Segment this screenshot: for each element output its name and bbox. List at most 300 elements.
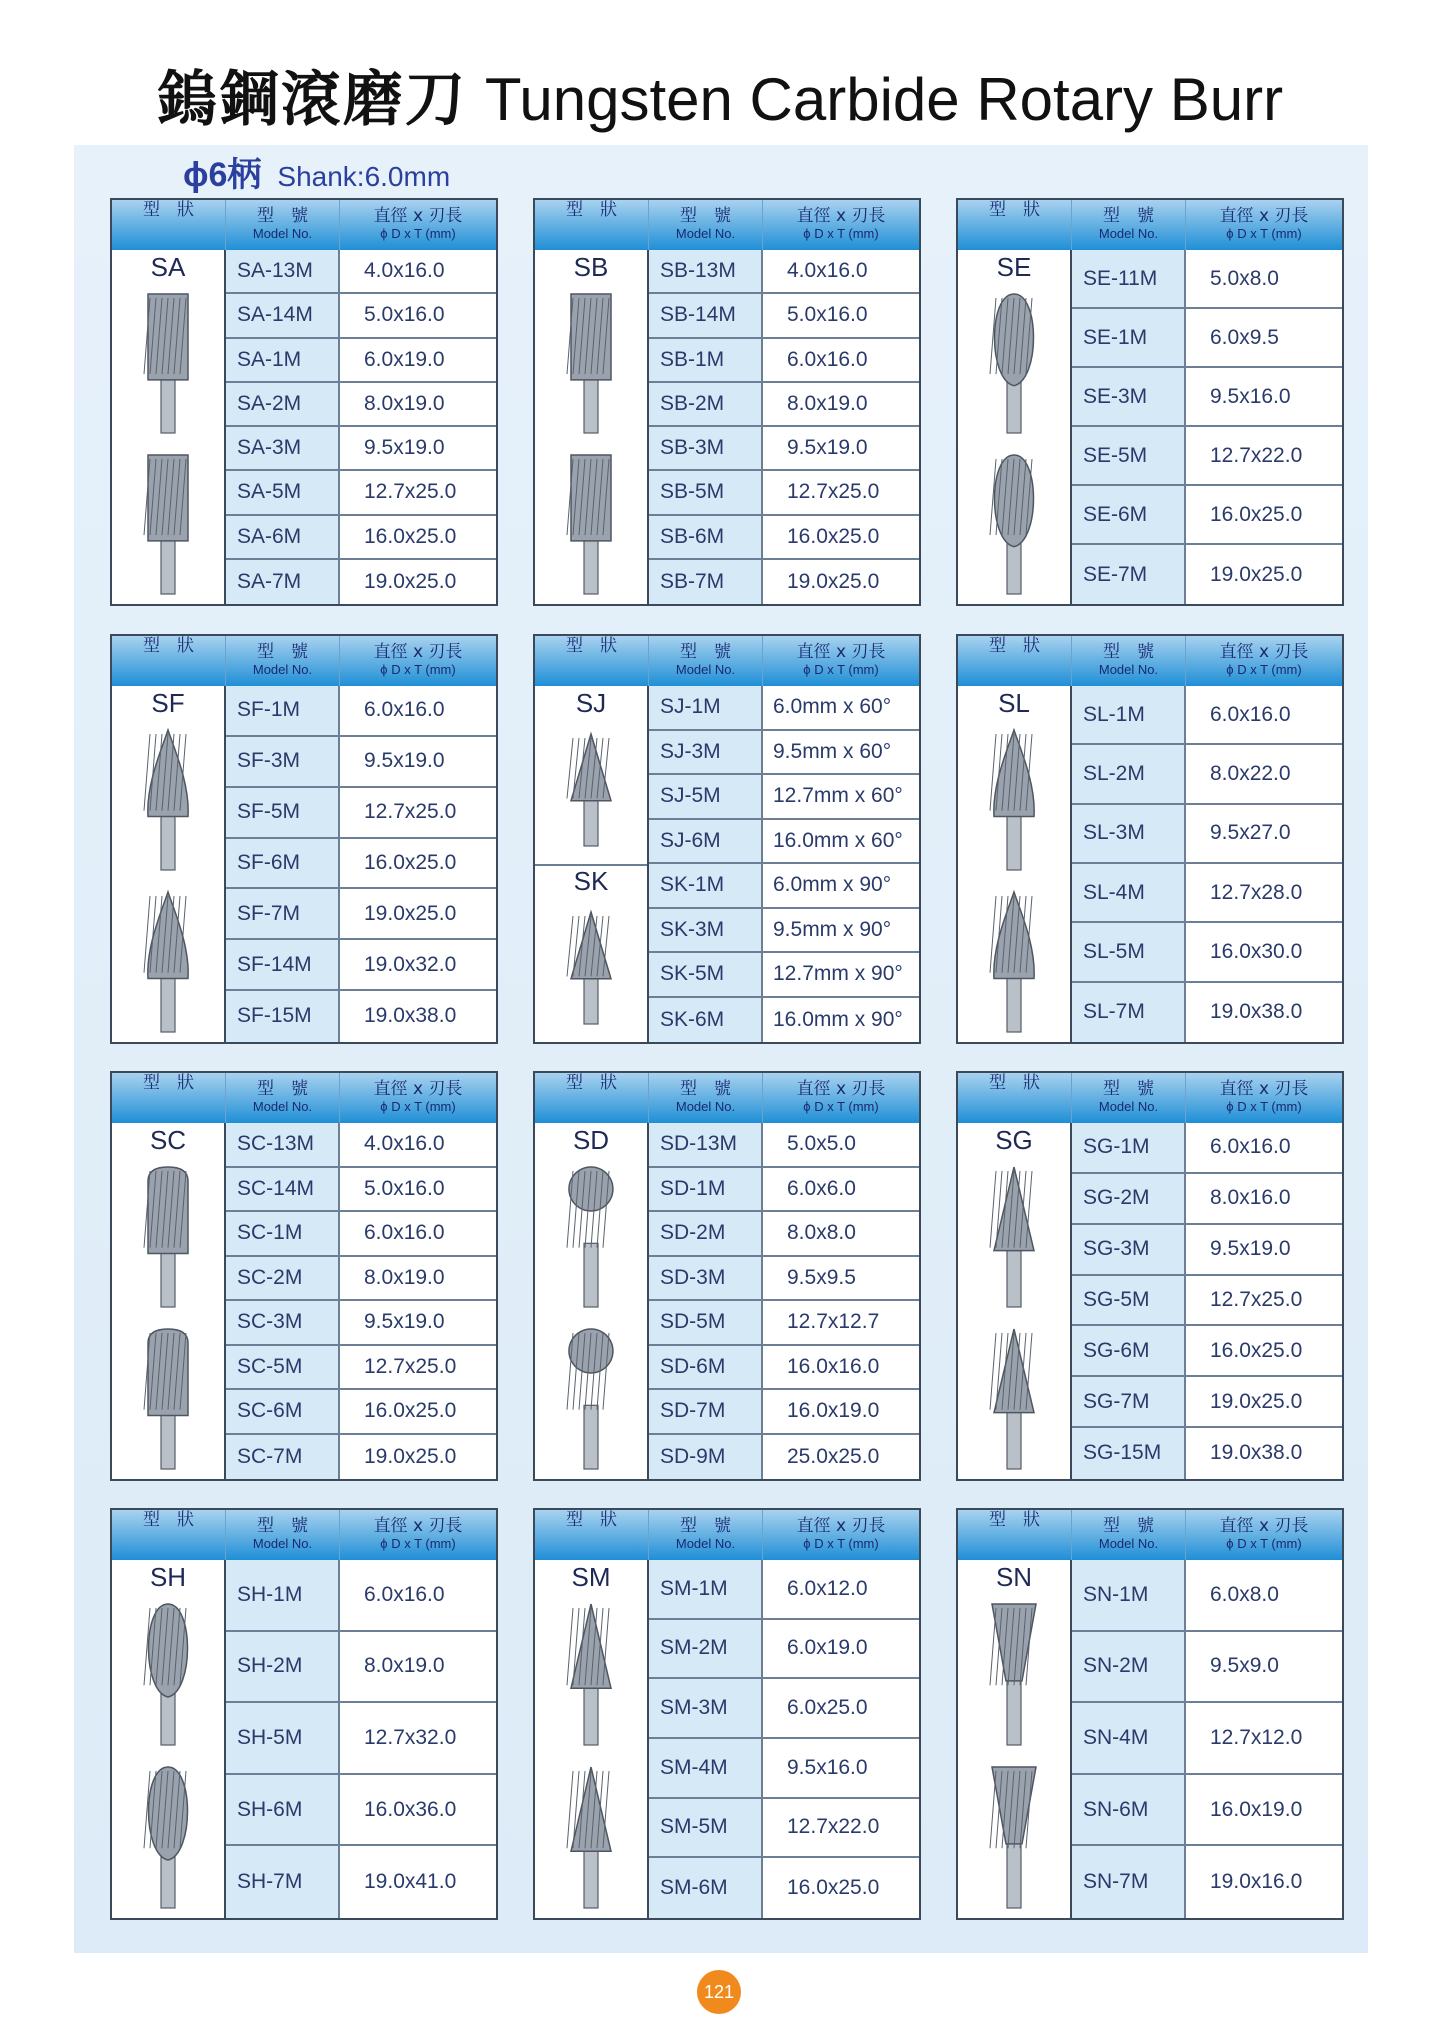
table-row xyxy=(649,1301,919,1346)
dimension-value: 5.0x16.0 xyxy=(364,1176,445,1200)
dimension-value: 16.0mm x 60° xyxy=(773,828,903,852)
burr-table-sm xyxy=(533,1508,921,1920)
model-number: SM-6M xyxy=(649,1858,763,1918)
model-number: SB-2M xyxy=(649,383,763,425)
header-dimension: 直徑 x 刃長 ϕ D x T (mm) xyxy=(796,642,886,677)
shape-cell xyxy=(958,1560,1072,1918)
dimension-value: 6.0x16.0 xyxy=(1210,702,1291,726)
header-shape: 型 狀 xyxy=(535,636,649,686)
table-rows xyxy=(1072,1560,1342,1918)
table-row xyxy=(226,294,496,338)
model-number: SA-14M xyxy=(226,294,340,336)
header-model: 型 號 Model No. xyxy=(226,1073,340,1123)
table-row xyxy=(649,1346,919,1391)
burr-image-small xyxy=(958,1163,1070,1309)
table-row xyxy=(226,737,496,788)
dimension-value: 9.5x9.5 xyxy=(787,1265,856,1289)
dimension-value: 16.0x30.0 xyxy=(1210,939,1303,963)
burr-image-small xyxy=(535,1600,647,1747)
table-row xyxy=(1072,686,1342,745)
table-row xyxy=(649,1212,919,1257)
dimension-value: 12.7x25.0 xyxy=(364,480,457,504)
table-row xyxy=(1072,805,1342,864)
model-number: SG-3M xyxy=(1072,1225,1186,1274)
model-number: SG-6M xyxy=(1072,1326,1186,1375)
header-shape: 型 狀 xyxy=(112,1510,226,1560)
table-row xyxy=(226,1435,496,1480)
shape-cell xyxy=(112,1123,226,1479)
table-row xyxy=(649,250,919,294)
dimension-value: 6.0mm x 90° xyxy=(773,873,892,897)
model-number: SE-5M xyxy=(1072,427,1186,484)
dimension-value: 9.5x9.0 xyxy=(1210,1654,1279,1678)
table-row xyxy=(649,1620,919,1680)
header-shape: 型 狀 xyxy=(958,636,1072,686)
header-dimension: 直徑 x 刃長 ϕ D x T (mm) xyxy=(796,206,886,241)
burr-table-sj xyxy=(533,634,921,1044)
shape-cell xyxy=(535,250,649,604)
dimension-value: 19.0x25.0 xyxy=(1210,1389,1303,1413)
header-model: 型 號 Model No. xyxy=(226,1510,340,1560)
model-number: SL-7M xyxy=(1072,983,1186,1042)
model-number: SC-7M xyxy=(226,1435,340,1480)
model-number: SE-1M xyxy=(1072,309,1186,366)
shape-code: SN xyxy=(995,1562,1033,1592)
dimension-value: 6.0x16.0 xyxy=(364,698,445,722)
burr-table-sf xyxy=(110,634,498,1044)
model-number: SJ-3M xyxy=(649,731,763,774)
table-row xyxy=(226,991,496,1042)
model-number: SA-5M xyxy=(226,471,340,513)
table-row xyxy=(649,471,919,515)
shape-code: SJ xyxy=(575,688,607,718)
model-number: SH-6M xyxy=(226,1775,340,1845)
dimension-value: 25.0x25.0 xyxy=(787,1444,880,1468)
burr-table-sb xyxy=(533,198,921,606)
table-row xyxy=(1072,745,1342,804)
model-number: SA-3M xyxy=(226,427,340,469)
table-rows xyxy=(226,250,496,604)
title-chinese: 鎢鋼滾磨刀 xyxy=(156,65,467,135)
shape-code: SG xyxy=(995,1125,1033,1155)
dimension-value: 9.5x19.0 xyxy=(364,1310,445,1334)
model-number: SJ-1M xyxy=(649,686,763,729)
model-number: SK-6M xyxy=(649,998,763,1043)
model-number: SC-14M xyxy=(226,1168,340,1211)
dimension-value: 12.7x22.0 xyxy=(1210,443,1303,467)
burr-image-large xyxy=(112,451,224,596)
table-row xyxy=(226,940,496,991)
table-row xyxy=(1072,1276,1342,1327)
shank-heading xyxy=(183,150,450,200)
burr-image-small xyxy=(958,1600,1070,1747)
burr-image-small xyxy=(112,1163,224,1309)
model-number: SH-2M xyxy=(226,1632,340,1702)
model-number: SF-14M xyxy=(226,940,340,989)
table-row xyxy=(649,1390,919,1435)
table-header xyxy=(535,1073,919,1123)
model-number: SD-9M xyxy=(649,1435,763,1480)
model-number: SD-2M xyxy=(649,1212,763,1255)
model-number: SG-7M xyxy=(1072,1377,1186,1426)
table-row xyxy=(649,1858,919,1918)
dimension-value: 8.0x19.0 xyxy=(364,1265,445,1289)
header-dimension: 直徑 x 刃長 ϕ D x T (mm) xyxy=(373,206,463,241)
header-model: 型 號 Model No. xyxy=(226,200,340,250)
dimension-value: 6.0x19.0 xyxy=(364,347,445,371)
model-number: SH-1M xyxy=(226,1560,340,1630)
model-number: SH-7M xyxy=(226,1846,340,1918)
model-number: SF-7M xyxy=(226,889,340,938)
header-shape: 型 狀 xyxy=(958,1073,1072,1123)
shape-code: SE xyxy=(996,252,1032,282)
table-row xyxy=(649,864,919,909)
burr-image-large xyxy=(958,1325,1070,1471)
model-number: SF-5M xyxy=(226,788,340,837)
dimension-value: 12.7x22.0 xyxy=(787,1815,880,1839)
table-row xyxy=(226,1775,496,1847)
burr-image-large xyxy=(535,451,647,596)
shape-cell xyxy=(112,1560,226,1918)
table-row xyxy=(1072,1123,1342,1174)
dimension-value: 12.7x25.0 xyxy=(364,1354,457,1378)
dimension-value: 16.0x36.0 xyxy=(364,1797,457,1821)
shape-cell xyxy=(112,250,226,604)
table-rows xyxy=(226,686,496,1042)
shank-size-label: Shank:6.0mm xyxy=(277,161,451,192)
header-dimension: 直徑 x 刃長 ϕ D x T (mm) xyxy=(1219,1516,1309,1551)
model-number: SD-7M xyxy=(649,1390,763,1433)
burr-image-small xyxy=(112,726,224,872)
model-number: SG-1M xyxy=(1072,1123,1186,1172)
dimension-value: 12.7x25.0 xyxy=(787,480,880,504)
shape-cell xyxy=(958,250,1072,604)
page-title xyxy=(0,62,1440,138)
table-header xyxy=(958,1510,1342,1560)
shape-cell xyxy=(535,1560,649,1918)
table-row xyxy=(649,1257,919,1302)
model-number: SL-1M xyxy=(1072,686,1186,743)
dimension-value: 9.5mm x 90° xyxy=(773,917,892,941)
shape-code: SF xyxy=(151,688,185,718)
header-shape: 型 狀 xyxy=(535,1073,649,1123)
dimension-value: 8.0x19.0 xyxy=(364,1654,445,1678)
dimension-value: 19.0x25.0 xyxy=(1210,562,1303,586)
table-header xyxy=(535,1510,919,1560)
dimension-value: 19.0x25.0 xyxy=(364,1444,457,1468)
model-number: SC-1M xyxy=(226,1212,340,1255)
model-number: SB-6M xyxy=(649,516,763,558)
table-row xyxy=(226,1390,496,1435)
dimension-value: 12.7mm x 90° xyxy=(773,962,903,986)
burr-table-sg xyxy=(956,1071,1344,1481)
dimension-value: 9.5x16.0 xyxy=(787,1755,868,1779)
burr-table-sh xyxy=(110,1508,498,1920)
model-number: SA-1M xyxy=(226,339,340,381)
dimension-value: 5.0x16.0 xyxy=(787,303,868,327)
shape-code: SH xyxy=(149,1562,187,1592)
table-row xyxy=(649,1679,919,1739)
header-shape: 型 狀 xyxy=(958,1510,1072,1560)
dimension-value: 16.0x25.0 xyxy=(787,524,880,548)
model-number: SL-3M xyxy=(1072,805,1186,862)
table-row xyxy=(649,383,919,427)
table-row xyxy=(1072,1775,1342,1847)
model-number: SG-2M xyxy=(1072,1174,1186,1223)
burr-image-small xyxy=(535,1163,647,1309)
dimension-value: 9.5x19.0 xyxy=(1210,1237,1291,1261)
table-header xyxy=(958,200,1342,250)
table-rows xyxy=(649,1560,919,1918)
table-rows xyxy=(1072,250,1342,604)
dimension-value: 6.0x16.0 xyxy=(787,347,868,371)
burr-image-large xyxy=(112,888,224,1034)
table-header xyxy=(112,636,496,686)
title-english: Tungsten Carbide Rotary Burr xyxy=(484,66,1284,133)
table-row xyxy=(1072,923,1342,982)
model-number: SD-5M xyxy=(649,1301,763,1344)
table-row xyxy=(226,1212,496,1257)
dimension-value: 19.0x16.0 xyxy=(1210,1870,1303,1894)
table-row xyxy=(1072,427,1342,486)
table-row xyxy=(226,1560,496,1632)
table-row xyxy=(226,788,496,839)
shape-cell xyxy=(535,686,649,1042)
dimension-value: 5.0x16.0 xyxy=(364,303,445,327)
burr-image-large xyxy=(535,1763,647,1910)
header-model: 型 號 Model No. xyxy=(649,636,763,686)
shape-code: SC xyxy=(149,1125,187,1155)
shape-code-secondary: SK xyxy=(573,866,609,896)
page-number-badge: 121 xyxy=(697,1970,741,2014)
table-header xyxy=(112,200,496,250)
model-number: SB-7M xyxy=(649,560,763,604)
table-row xyxy=(649,1560,919,1620)
dimension-value: 12.7x12.0 xyxy=(1210,1725,1303,1749)
table-row xyxy=(226,427,496,471)
model-number: SA-7M xyxy=(226,560,340,604)
header-model: 型 號 Model No. xyxy=(1072,1073,1186,1123)
dimension-value: 9.5x27.0 xyxy=(1210,821,1291,845)
header-dimension: 直徑 x 刃長 ϕ D x T (mm) xyxy=(1219,206,1309,241)
header-dimension: 直徑 x 刃長 ϕ D x T (mm) xyxy=(796,1079,886,1114)
model-number: SJ-5M xyxy=(649,775,763,818)
shape-code: SA xyxy=(150,252,186,282)
header-dimension: 直徑 x 刃長 ϕ D x T (mm) xyxy=(373,642,463,677)
model-number: SC-2M xyxy=(226,1257,340,1300)
dimension-value: 16.0x16.0 xyxy=(787,1354,880,1378)
table-row xyxy=(226,516,496,560)
model-number: SJ-6M xyxy=(649,820,763,863)
burr-image-large xyxy=(112,1325,224,1471)
dimension-value: 19.0x38.0 xyxy=(1210,1000,1303,1024)
dimension-value: 6.0x16.0 xyxy=(364,1221,445,1245)
table-row xyxy=(1072,486,1342,545)
model-number: SD-3M xyxy=(649,1257,763,1300)
model-number: SF-6M xyxy=(226,839,340,888)
table-row xyxy=(1072,1377,1342,1428)
shape-cell xyxy=(535,1123,649,1479)
table-row xyxy=(226,1301,496,1346)
shape-cell xyxy=(958,686,1072,1042)
header-shape: 型 狀 xyxy=(535,200,649,250)
model-number: SE-11M xyxy=(1072,250,1186,307)
table-row xyxy=(226,1257,496,1302)
dimension-value: 19.0x38.0 xyxy=(1210,1441,1303,1465)
table-row xyxy=(226,1703,496,1775)
model-number: SD-1M xyxy=(649,1168,763,1211)
header-model: 型 號 Model No. xyxy=(1072,1510,1186,1560)
table-row xyxy=(226,383,496,427)
burr-image-small xyxy=(112,290,224,435)
dimension-value: 9.5x19.0 xyxy=(787,436,868,460)
dimension-value: 9.5x19.0 xyxy=(364,749,445,773)
table-row xyxy=(226,1846,496,1918)
burr-table-sc xyxy=(110,1071,498,1481)
table-row xyxy=(1072,1703,1342,1775)
table-row xyxy=(649,1168,919,1213)
dimension-value: 4.0x16.0 xyxy=(787,259,868,283)
burr-table-sn xyxy=(956,1508,1344,1920)
table-row xyxy=(226,839,496,890)
dimension-value: 19.0x32.0 xyxy=(364,952,457,976)
dimension-value: 12.7mm x 60° xyxy=(773,784,903,808)
dimension-value: 5.0x8.0 xyxy=(1210,266,1279,290)
model-number: SD-6M xyxy=(649,1346,763,1389)
burr-table-sa xyxy=(110,198,498,606)
model-number: SF-1M xyxy=(226,686,340,735)
table-header xyxy=(958,1073,1342,1123)
table-row xyxy=(1072,309,1342,368)
table-row xyxy=(1072,864,1342,923)
model-number: SC-5M xyxy=(226,1346,340,1389)
table-row xyxy=(226,560,496,604)
model-number: SG-15M xyxy=(1072,1428,1186,1479)
burr-image-small xyxy=(112,1600,224,1747)
dimension-value: 19.0x25.0 xyxy=(787,569,880,593)
dimension-value: 8.0x19.0 xyxy=(364,391,445,415)
dimension-value: 19.0x25.0 xyxy=(364,901,457,925)
table-row xyxy=(1072,983,1342,1042)
table-row xyxy=(649,339,919,383)
table-row xyxy=(226,686,496,737)
burr-table-se xyxy=(956,198,1344,606)
table-row xyxy=(649,953,919,998)
table-row xyxy=(649,998,919,1043)
header-shape: 型 狀 xyxy=(958,200,1072,250)
dimension-value: 16.0x25.0 xyxy=(1210,502,1303,526)
dimension-value: 16.0x19.0 xyxy=(787,1399,880,1423)
table-header xyxy=(958,636,1342,686)
header-dimension: 直徑 x 刃長 ϕ D x T (mm) xyxy=(1219,1079,1309,1114)
table-row xyxy=(649,909,919,954)
dimension-value: 19.0x41.0 xyxy=(364,1870,457,1894)
table-row xyxy=(649,1799,919,1859)
model-number: SB-3M xyxy=(649,427,763,469)
table-rows xyxy=(1072,686,1342,1042)
dimension-value: 6.0x16.0 xyxy=(364,1582,445,1606)
table-row xyxy=(1072,1225,1342,1276)
table-rows xyxy=(226,1560,496,1918)
table-header xyxy=(535,636,919,686)
table-row xyxy=(649,686,919,731)
burr-image-small xyxy=(535,290,647,435)
model-number: SK-5M xyxy=(649,953,763,996)
model-number: SA-6M xyxy=(226,516,340,558)
header-shape: 型 狀 xyxy=(535,1510,649,1560)
model-number: SK-1M xyxy=(649,864,763,907)
header-shape: 型 狀 xyxy=(112,200,226,250)
dimension-value: 9.5mm x 60° xyxy=(773,739,892,763)
header-dimension: 直徑 x 刃長 ϕ D x T (mm) xyxy=(373,1516,463,1551)
dimension-value: 6.0x12.0 xyxy=(787,1576,868,1600)
model-number: SM-1M xyxy=(649,1560,763,1618)
burr-image-large xyxy=(958,888,1070,1034)
table-row xyxy=(1072,1846,1342,1918)
table-row xyxy=(226,339,496,383)
dimension-value: 16.0x19.0 xyxy=(1210,1797,1303,1821)
shape-cell xyxy=(958,1123,1072,1479)
table-row xyxy=(1072,250,1342,309)
model-number: SB-13M xyxy=(649,250,763,292)
table-row xyxy=(649,820,919,865)
dimension-value: 6.0mm x 60° xyxy=(773,695,892,719)
table-row xyxy=(1072,1428,1342,1479)
table-row xyxy=(649,516,919,560)
model-number: SM-2M xyxy=(649,1620,763,1678)
shape-code: SL xyxy=(998,688,1030,718)
table-row xyxy=(649,427,919,471)
dimension-value: 16.0x25.0 xyxy=(1210,1338,1303,1362)
dimension-value: 16.0x25.0 xyxy=(364,524,457,548)
burr-table-sl xyxy=(956,634,1344,1044)
dimension-value: 12.7x25.0 xyxy=(364,800,457,824)
burr-image-large xyxy=(958,1763,1070,1910)
table-row xyxy=(649,294,919,338)
table-rows xyxy=(226,1123,496,1479)
dimension-value: 6.0x8.0 xyxy=(1210,1582,1279,1606)
model-number: SC-3M xyxy=(226,1301,340,1344)
table-row xyxy=(1072,1174,1342,1225)
dimension-value: 16.0x25.0 xyxy=(364,850,457,874)
table-rows xyxy=(649,250,919,604)
model-number: SC-6M xyxy=(226,1390,340,1433)
model-number: SM-5M xyxy=(649,1799,763,1857)
dimension-value: 8.0x8.0 xyxy=(787,1221,856,1245)
table-rows xyxy=(649,1123,919,1479)
shape-code: SB xyxy=(573,252,609,282)
burr-image-small xyxy=(958,290,1070,435)
header-model: 型 號 Model No. xyxy=(1072,636,1186,686)
dimension-value: 5.0x5.0 xyxy=(787,1132,856,1156)
dimension-value: 16.0x25.0 xyxy=(364,1399,457,1423)
table-row xyxy=(1072,368,1342,427)
table-row xyxy=(226,250,496,294)
model-number: SN-6M xyxy=(1072,1775,1186,1845)
dimension-value: 8.0x22.0 xyxy=(1210,761,1291,785)
model-number: SH-5M xyxy=(226,1703,340,1773)
model-number: SE-7M xyxy=(1072,545,1186,604)
model-number: SF-3M xyxy=(226,737,340,786)
model-number: SK-3M xyxy=(649,909,763,952)
dimension-value: 6.0x25.0 xyxy=(787,1696,868,1720)
table-row xyxy=(1072,1560,1342,1632)
table-row xyxy=(226,1168,496,1213)
header-model: 型 號 Model No. xyxy=(649,1073,763,1123)
header-dimension: 直徑 x 刃長 ϕ D x T (mm) xyxy=(1219,642,1309,677)
dimension-value: 9.5x16.0 xyxy=(1210,384,1291,408)
model-number: SB-5M xyxy=(649,471,763,513)
